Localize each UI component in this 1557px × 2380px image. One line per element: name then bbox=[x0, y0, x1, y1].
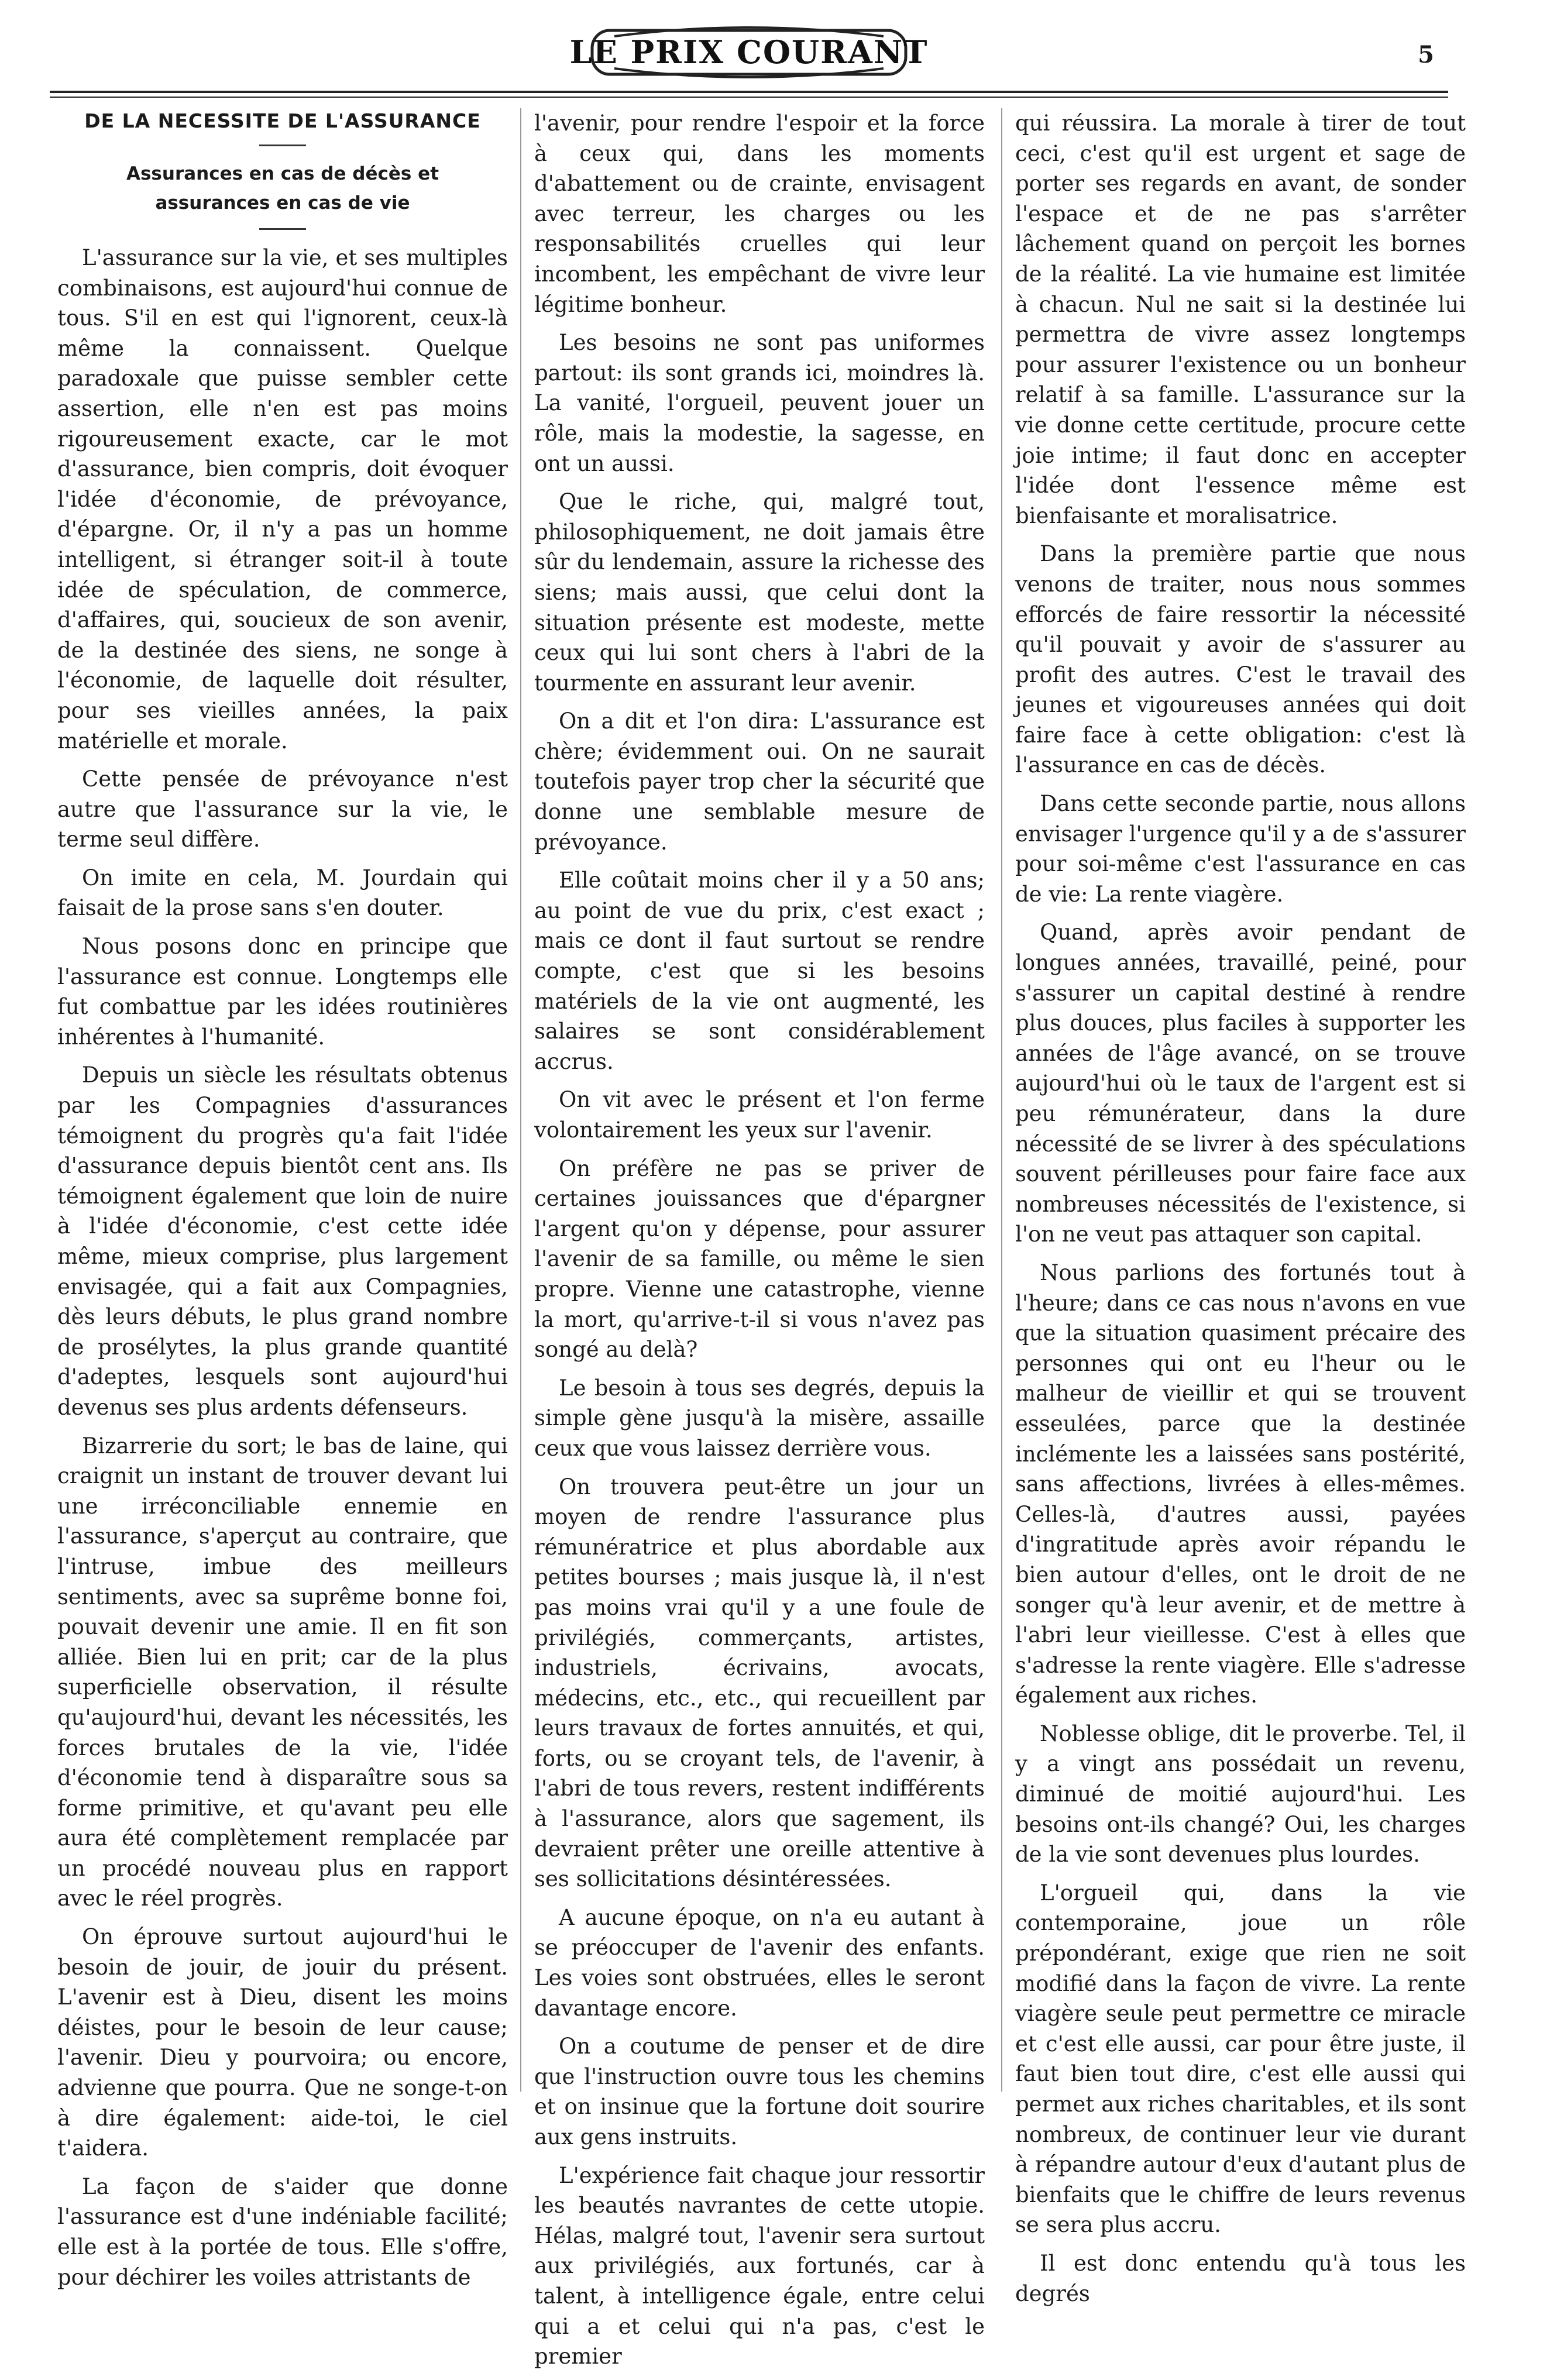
paragraph: L'assurance sur la vie, et ses multiples combinaisons, est aujourd'hui connue de tous. S'il en est qui l'ignorent, ceux-là même la connaissent. Quelque paradoxale que puisse sembler cette assertion, elle n'en est pas moins rigoureusement exacte, car le mot d'assurance, bien compris, doit évoquer l'idée d'économie, de prévoyance, d'épargne. Or, il n'y a pas un homme intelligent, si étranger soit-il à toute idée de spéculation, de commerce, d'affaires, qui, soucieux de son avenir, de la destinée des siens, ne songe à l'économie, de laquelle doit résulter, pour ses vieilles années, la paix matérielle et morale. bbox=[57, 245, 508, 754]
masthead-logo bbox=[569, 25, 929, 80]
paragraph: Elle coûtait moins cher il y a 50 ans; au point de vue du prix, c'est exact ; mais ce dont il faut surtout se rendre compte, c'est que si les besoins matériels de la vie ont augmenté, les salaires se sont considérablement accrus. bbox=[534, 868, 985, 1074]
paragraph: Cette pensée de prévoyance n'est autre que l'assurance sur la vie, le terme seul diffère. bbox=[57, 766, 508, 852]
article-column-1 bbox=[57, 108, 508, 2300]
paragraph: La façon de s'aider que donne l'assurance est d'une indéniable facilité; elle est à la portée de tous. Elle s'offre, pour déchirer les voiles attristants de bbox=[57, 2173, 508, 2290]
paragraph: On préfère ne pas se priver de certaines jouissances que d'épargner l'argent qu'on y dépense, pour assurer l'avenir de sa famille, ou même le sien propre. Vienne une catastrophe, vienne la mort, qu'arrive-t-il si vous n'avez pas songé au delà? bbox=[534, 1155, 985, 1363]
paragraph: On trouvera peut-être un jour un moyen de rendre l'assurance plus rémunératrice et plus abordable aux petites bourses ; mais jusque là, il n'est pas moins vrai qu'il y a une foule de privilégiés, commerçants, artistes, industriels, écrivains, avocats, médecins, etc., etc., qui recueillent par leurs travaux de fortes annuités, et qui, forts, ou se croyant tels, de l'avenir, à l'abri de tous revers, restent indifférents à l'assurance, alors que sagement, ils devraient prêter une oreille attentive à ses sollicitations désintéressées. bbox=[534, 1474, 985, 1892]
masthead-text: LE PRIX COURANT bbox=[569, 33, 929, 71]
paragraph: Dans la première partie que nous venons de traiter, nous nous sommes efforcés de faire ressortir la nécessité qu'il pouvait y avoir de s'assurer au profit des autres. C'est le travail des jeunes et vigoureuses années qui doit faire face à cette obligation: c'est là l'assurance en cas de décès. bbox=[1015, 541, 1466, 778]
paragraph: L'expérience fait chaque jour ressortir les beautés navrantes de cette utopie. Hélas, malgré tout, l'avenir sera surtout aux privilégiés, aux fortunés, car à talent, à intelligence égale, entre celui qui a et celui qui n'a pas, c'est le premier bbox=[534, 2162, 985, 2369]
masthead-logo-graphic bbox=[569, 25, 929, 80]
column-divider bbox=[1001, 108, 1002, 2092]
paragraph: On a dit et l'on dira: L'assurance est chère; évidemment oui. On ne saurait toutefois payer trop cher la sécurité que donne une semblable mesure de prévoyance. bbox=[534, 709, 985, 855]
paragraph: Il est donc entendu qu'à tous les degrés bbox=[1015, 2250, 1466, 2306]
header-rule-thin bbox=[50, 97, 1448, 98]
paragraph: Que le riche, qui, malgré tout, philosophiquement, ne doit jamais être sûr du lendemain, assure la richesse des siens; mais aussi, que celui dont la situation présente est modeste, mette ceux qui lui sont chers à l'abri de la tourmente en assurant leur avenir. bbox=[534, 489, 985, 696]
paragraph: Quand, après avoir pendant de longues années, travaillé, peiné, pour s'assurer un capital destiné à rendre plus douces, plus faciles à supporter les années de l'âge avancé, on se trouve aujourd'hui où le taux de l'argent est si peu rémunérateur, dans la dure nécessité de se livrer à des spéculations souvent périlleuses pour faire face aux nombreuses nécessités de l'existence, si l'on ne veut pas attaquer son capital. bbox=[1015, 920, 1466, 1247]
paragraph: Le besoin à tous ses degrés, depuis la simple gène jusqu'à la misère, assaille ceux que vous laissez derrière vous. bbox=[534, 1375, 985, 1461]
paragraph: Depuis un siècle les résultats obtenus par les Compagnies d'assurances témoignent du progrès qu'a fait l'idée d'assurance depuis bientôt cent ans. Ils témoignent également que loin de nuire à l'idée d'économie, c'est cette idée même, mieux comprise, plus largement envisagée, qui a fait aux Compagnies, dès leurs débuts, le plus grand nombre de prosélytes, la plus grande quantité d'adeptes, lesquels sont aujourd'hui devenus ses plus ardents défenseurs. bbox=[57, 1062, 508, 1420]
paragraph: l'avenir, pour rendre l'espoir et la force à ceux qui, dans les moments d'abattement ou de crainte, envisagent avec terreur, les charges ou les responsabilités cruelles qui leur incombent, les empêchant de vivre leur légitime bonheur. bbox=[534, 111, 985, 317]
subtitle-separator bbox=[259, 228, 306, 230]
paragraph: Nous parlions des fortunés tout à l'heure; dans ce cas nous n'avons en vue que la situation quasiment précaire des personnes qui ont eu l'heur ou le malheur de vieillir et qui se trouvent esseulées, parce que la destinée inclémente les a laissées sans postérité, sans affections, livrées à elles-mêmes. Celles-là, d'autres aussi, payées d'ingratitude après avoir répandu le bien autour d'elles, ont le droit de ne songer qu'à leur avenir, et de mettre à l'abri leur vieillesse. C'est à elles que s'adresse la rente viagère. Elle s'adresse également aux riches. bbox=[1015, 1260, 1466, 1708]
paragraph: A aucune époque, on n'a eu autant à se préoccuper de l'avenir des enfants. Les voies sont obstruées, elles le seront davantage encore. bbox=[534, 1904, 985, 2021]
paragraph: On vit avec le présent et l'on ferme volontairement les yeux sur l'avenir. bbox=[534, 1087, 985, 1143]
paragraph: L'orgueil qui, dans la vie contemporaine, joue un rôle prépondérant, exige que rien ne soit modifié dans la façon de vivre. La rente viagère seule peut permettre ce miracle et c'est elle aussi, car pour être juste, il faut bien tout dire, c'est elle aussi qui permet aux riches charitables, et ils sont nombreux, de continuer leur vie durant à répandre autour d'eux d'autant plus de bienfaits que le chiffre de leurs revenus se sera plus accru. bbox=[1015, 1880, 1466, 2238]
paragraph: Bizarrerie du sort; le bas de laine, qui craignit un instant de trouver devant lui une irréconciliable ennemie en l'assurance, s'aperçut au contraire, que l'intruse, imbue des meilleurs sentiments, avec sa suprême bonne foi, pouvait devenir une amie. Il en fit son alliée. Bien lui en prit; car de la plus superficielle observation, il résulte qu'aujourd'hui, devant les nécessités, les forces brutales de la vie, l'idée d'économie tend à disparaître sous sa forme primitive, et qu'avant peu elle aura été complètement remplacée par un procédé nouveau plus en rapport avec le réel progrès. bbox=[57, 1433, 508, 1911]
article-column-2 bbox=[534, 108, 985, 2380]
page-number: 5 bbox=[1418, 41, 1434, 68]
paragraph: Dans cette seconde partie, nous allons envisager l'urgence qu'il y a de s'assurer pour soi-même c'est l'assurance en cas de vie: La rente viagère. bbox=[1015, 791, 1466, 907]
paragraph: Noblesse oblige, dit le proverbe. Tel, il y a vingt ans possédait un revenu, diminué de moitié aujourd'hui. Les besoins ont-ils changé? Oui, les charges de la vie sont devenues plus lourdes. bbox=[1015, 1721, 1466, 1867]
paragraph: qui réussira. La morale à tirer de tout ceci, c'est qu'il est urgent et sage de porter ses regards en avant, de sonder l'espace et de ne pas s'arrêter lâchement quand on perçoit les bornes de la réalité. La vie humaine est limitée à chacun. Nul ne sait si la destinée lui permettra de vivre assez longtemps pour assurer l'existence ou un bonheur relatif à sa famille. L'assurance sur la vie donne cette certitude, procure cette joie intime; il faut donc en accepter l'idée dont l'essence même est bienfaisante et moralisatrice. bbox=[1015, 111, 1466, 528]
article-subtitle: Assurances en cas de décès et assurances en cas de vie bbox=[126, 163, 439, 214]
page-header bbox=[0, 0, 1557, 88]
paragraph: Nous posons donc en principe que l'assurance est connue. Longtemps elle fut combattue par les idées routinières inhérentes à l'humanité. bbox=[57, 934, 508, 1050]
article-column-3 bbox=[1015, 108, 1466, 2317]
paragraph: On a coutume de penser et de dire que l'instruction ouvre tous les chemins et on insinue que la fortune doit sourire aux gens instruits. bbox=[534, 2034, 985, 2149]
column-divider bbox=[520, 108, 521, 2092]
article-title: DE LA NECESSITE DE L'ASSURANCE bbox=[84, 109, 481, 132]
paragraph: On imite en cela, M. Jourdain qui faisait de la prose sans s'en douter. bbox=[57, 865, 508, 921]
title-separator bbox=[259, 145, 306, 146]
paragraph: On éprouve surtout aujourd'hui le besoin de jouir, de jouir du présent. L'avenir est à Dieu, disent les moins déistes, pour le besoin de leur cause; l'avenir. Dieu y pourvoira; ou encore, advienne que pourra. Que ne songe-t-on à dire également: aide-toi, le ciel t'aidera. bbox=[57, 1924, 508, 2161]
paragraph: Les besoins ne sont pas uniformes partout: ils sont grands ici, moindres là. La vanité, l'orgueil, peuvent jouer un rôle, mais la modestie, la sagesse, en ont un aussi. bbox=[534, 330, 985, 476]
header-rule-thick bbox=[50, 91, 1448, 93]
